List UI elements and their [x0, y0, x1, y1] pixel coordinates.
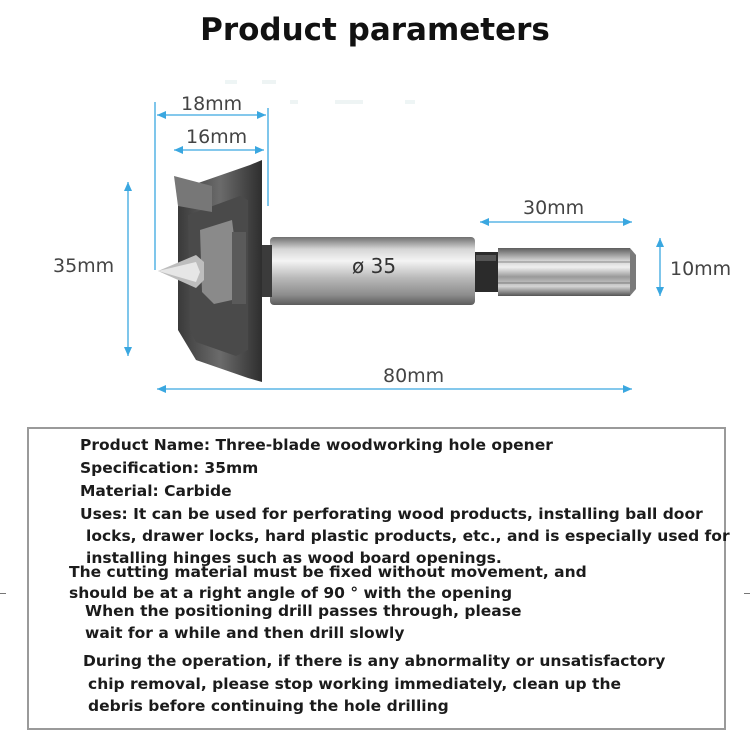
page-title: Product parameters: [200, 12, 550, 48]
uses-line-3: installing hinges such as wood board openings.: [86, 549, 502, 567]
material: Material: Carbide: [80, 482, 232, 500]
note-fixed-line-2: should be at a right angle of 90 ° with the opening: [69, 584, 513, 602]
product-name: Product Name: Three-blade woodworking hole opener: [80, 436, 553, 454]
drill-bit: [158, 160, 636, 382]
uses-line-1: Uses: It can be used for perforating wood products, installing ball door: [80, 505, 703, 523]
uses-line-2: locks, drawer locks, hard plastic products, etc., and is especially used for: [86, 527, 730, 545]
note-positioning-line-1: When the positioning drill passes through, please: [85, 602, 522, 620]
note-operation-line-1: During the operation, if there is any abnormality or unsatisfactory: [83, 652, 666, 670]
note-operation-line-2: chip removal, please stop working immediately, clean up the: [88, 675, 621, 693]
shank-marking: ø 35: [352, 254, 397, 278]
specification: Specification: 35mm: [80, 459, 259, 477]
dim-16-label: 16mm: [186, 126, 248, 148]
divider-right: [744, 593, 750, 594]
faint-watermark: [225, 80, 415, 104]
dim-30-label: 30mm: [523, 197, 585, 219]
divider-left: [0, 593, 6, 594]
dim-10-label: 10mm: [670, 258, 732, 280]
note-fixed-line-1: The cutting material must be fixed without movement, and: [69, 563, 587, 581]
dim-80-label: 80mm: [383, 365, 445, 387]
note-positioning-line-2: wait for a while and then drill slowly: [85, 624, 405, 642]
dim-35-label: 35mm: [53, 255, 115, 277]
dim-18-label: 18mm: [181, 93, 243, 115]
note-operation-line-3: debris before continuing the hole drilling: [88, 697, 449, 715]
